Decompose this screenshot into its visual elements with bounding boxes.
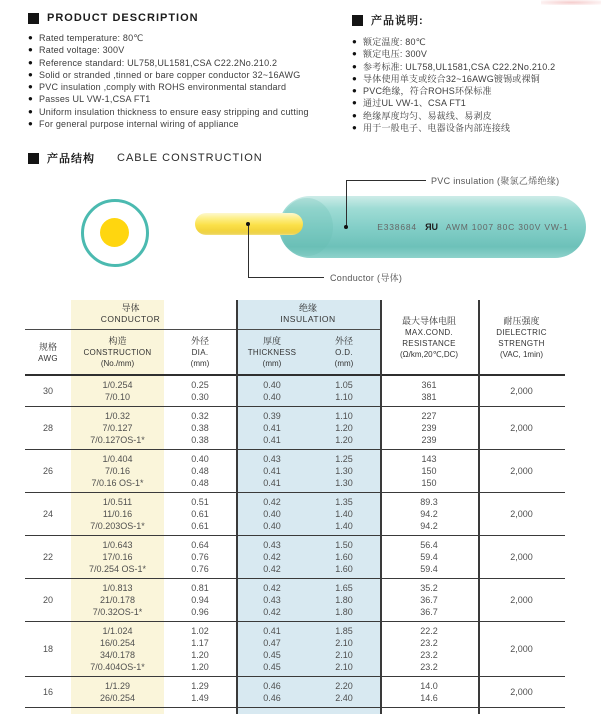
header-line: THICKNESS [247,348,297,357]
resistance-cell [380,453,478,489]
cell-value: 361 [421,380,437,390]
header-line: STRENGTH [498,338,545,348]
cell-value: 1/1.024 [102,626,133,636]
awg-cell: 22 [42,552,53,562]
table-divider-line [380,300,382,714]
thickness-cell [236,582,308,618]
construction-cell [71,410,164,446]
list-item [28,106,328,118]
header-line: 构造 [108,336,127,346]
awg-cell: 26 [42,466,53,476]
cell-value: 0.41 [263,435,281,445]
dielectric-cell: 2,000 [510,386,533,396]
header-line: CONSTRUCTION [83,348,152,357]
awg-cell: 16 [42,687,53,697]
list-item-text: 额定电压: 300V [363,49,428,60]
construction-cell [71,680,164,704]
list-item [352,48,602,60]
header-line: (mm) [190,359,210,368]
cell-value: 0.38 [191,423,209,433]
resistance-cell [380,496,478,532]
cell-value: 239 [421,423,437,433]
list-item [28,81,328,93]
cell-value: 1.20 [335,423,353,433]
section-marker-icon [28,13,39,24]
construction-cell [71,379,164,403]
cell-value: 0.41 [263,626,281,636]
bullet-icon: ● [352,98,358,108]
cell-value: 1.25 [335,454,353,464]
bullet-icon: ● [28,106,34,116]
list-item [28,32,328,44]
dia-cell [164,379,236,403]
table-row-group [25,622,565,677]
dielectric-cell: 2,000 [510,552,533,562]
cell-value: 1.02 [191,626,209,636]
list-item [352,110,602,122]
insulation-group-header [236,300,380,330]
thickness-cell [236,625,308,673]
bullet-icon: ● [28,33,34,42]
cell-value: 0.64 [191,540,209,550]
list-item [28,93,328,105]
cell-value: 1.40 [335,509,353,519]
awg-cell: 24 [42,509,53,519]
header-line: O.D. [335,348,353,357]
section-title: 产品说明: [371,15,424,27]
resistance-cell [380,680,478,704]
od-cell [308,539,380,575]
cell-value: 56.4 [420,540,438,550]
cell-value: 0.46 [263,693,281,703]
cell-value: 2.20 [335,681,353,691]
table-divider-line [478,300,480,714]
cell-value: 2.10 [335,650,353,660]
resistance-column-header [380,300,478,374]
cable-cert-number: E338684 [377,222,417,232]
list-item-text: Rated temperature: 80℃ [39,33,144,43]
header-line: (mm) [262,359,282,368]
cell-value: 0.51 [191,497,209,507]
cell-value: 7/0.203OS-1* [90,521,145,531]
list-item-text: 导体使用单支或绞合32~16AWG镀锡或裸铜 [363,73,540,84]
od-cell [308,379,380,403]
resistance-cell [380,379,478,403]
list-item-text: Rated voltage: 300V [39,45,125,56]
awg-cell: 30 [42,386,53,396]
spec-table-header [25,300,565,376]
bullet-icon: ● [28,82,34,92]
list-item-text: 绝缘厚度均匀、易裁线、易剥皮 [363,110,492,121]
od-cell [308,625,380,673]
cell-value: 1.30 [335,466,353,476]
construction-column-header [71,330,164,374]
dielectric-column-header [478,300,565,374]
bullet-icon: ● [352,37,358,46]
product-description-list-zh [352,36,602,134]
group-title-en: INSULATION [280,314,336,324]
cell-value: 59.4 [420,552,438,562]
cell-value: 1.30 [335,478,353,488]
thickness-cell [236,680,308,704]
cell-value: 1.60 [335,552,353,562]
header-line: (mm) [334,359,354,368]
cell-value: 150 [421,466,437,476]
conductor-label: Conductor (导体) [330,273,403,283]
dia-cell [164,625,236,673]
list-item [28,69,328,81]
list-item-text: 额定温度: 80℃ [363,37,426,47]
list-item [28,118,328,130]
section-marker-icon [352,15,363,26]
header-line: (No./mm) [100,359,135,368]
product-description-list-en [28,32,328,130]
dielectric-cell: 2,000 [510,595,533,605]
cell-value: 0.30 [191,392,209,402]
cell-value: 1.20 [191,650,209,660]
cell-value: 1.80 [335,607,353,617]
list-item [352,97,602,109]
cell-value: 1.65 [335,583,353,593]
resistance-cell [380,539,478,575]
list-item-text: Reference standard: UL758,UL1581,CSA C22.2No.210.2 [39,57,278,68]
list-item-text: 参考标准: UL758,UL1581,CSA C22.2No.210.2 [363,61,556,72]
bullet-icon: ● [352,73,358,83]
bullet-icon: ● [28,119,34,129]
cell-value: 0.94 [191,595,209,605]
cable-cross-section-conductor [100,218,129,247]
thickness-cell [236,496,308,532]
bullet-icon: ● [28,69,34,79]
list-item-text: 用于一般电子、电器设备内部连接线 [363,123,511,134]
cell-value: 7/0.127OS-1* [90,435,145,445]
construction-cell [71,453,164,489]
table-row-group [25,376,565,407]
group-title-en: CONDUCTOR [100,314,161,324]
construction-cell [71,539,164,575]
cell-value: 1.10 [335,411,353,421]
leader-line-conductor-horizontal [248,277,324,278]
cell-value: 1.49 [191,693,209,703]
cell-value: 0.76 [191,564,209,574]
dia-cell [164,496,236,532]
cell-value: 1.40 [335,521,353,531]
dielectric-cell: 2,000 [510,687,533,697]
product-description-heading-zh [352,12,602,28]
cell-value: 7/0.16 OS-1* [91,478,144,488]
cell-value: 23.2 [420,638,438,648]
list-item [352,36,602,48]
bullet-icon: ● [352,49,358,59]
cable-construction-heading [28,150,263,166]
cell-value: 7/0.127 [102,423,133,433]
awg-cell: 18 [42,644,53,654]
construction-cell [71,496,164,532]
header-line: MAX.COND. [404,327,454,337]
cell-value: 1.85 [335,626,353,636]
cell-value: 1.10 [335,392,353,402]
cell-value: 0.41 [263,478,281,488]
cell-value: 11/0.16 [102,509,133,519]
cell-value: 0.43 [263,454,281,464]
awg-cell: 28 [42,423,53,433]
cell-value: 1/0.813 [102,583,133,593]
cell-value: 2.10 [335,638,353,648]
cell-value: 0.45 [263,662,281,672]
group-title-zh: 导体 [121,303,140,313]
cell-value: 0.61 [191,509,209,519]
cell-value: 1/0.643 [102,540,133,550]
dia-cell [164,410,236,446]
cell-value: 23.2 [420,650,438,660]
header-line: DIA. [191,348,209,357]
cell-value: 0.42 [263,607,281,617]
cell-value: 7/0.32OS-1* [92,607,143,617]
table-row-group [25,536,565,579]
dielectric-cell: 2,000 [510,509,533,519]
dia-cell [164,582,236,618]
page-corner-logo-fragment [541,0,601,5]
cell-value: 0.42 [263,583,281,593]
conductor-subheaders [25,330,236,374]
cell-value: 239 [421,435,437,445]
cell-value: 34/0.178 [99,650,136,660]
cell-value: 0.39 [263,411,281,421]
conductor-group-header [25,300,236,330]
cell-value: 21/0.178 [99,595,136,605]
cell-value: 1.17 [191,638,209,648]
leader-line-pvc-horizontal [346,180,426,181]
header-line: 规格 [38,341,57,352]
cell-value: 0.25 [191,380,209,390]
cell-value: 143 [421,454,437,464]
spec-table-body [25,376,565,708]
cell-value: 2.40 [335,693,353,703]
table-row-group [25,579,565,622]
cell-value: 0.40 [191,454,209,464]
header-line: RESISTANCE [402,338,456,348]
cell-value: 0.41 [263,423,281,433]
cable-print-text [360,222,586,232]
cell-value: 1.20 [335,435,353,445]
list-item [28,44,328,56]
od-cell [308,680,380,704]
spec-table [25,300,565,714]
cell-value: 0.76 [191,552,209,562]
header-line: (Ω/km,20℃,DC) [399,349,459,359]
cell-value: 59.4 [420,564,438,574]
table-row-group [25,677,565,708]
cell-value: 36.7 [420,607,438,617]
cell-value: 1.35 [335,497,353,507]
list-item-text: PVC insulation ,comply with ROHS environmental standard [39,82,287,93]
cell-value: 7/0.254 OS-1* [88,564,147,574]
construction-cell [71,625,164,673]
cell-value: 1.50 [335,540,353,550]
header-line: 外径 [190,336,209,346]
cell-value: 0.96 [191,607,209,617]
od-cell [308,496,380,532]
cell-value: 1/1.29 [104,681,131,691]
cell-value: 0.42 [263,552,281,562]
od-cell [308,410,380,446]
dielectric-cell: 2,000 [510,644,533,654]
cell-value: 36.7 [420,595,438,605]
dia-cell [164,453,236,489]
cable-spec-text: AWM 1007 80C 300V VW-1 [445,222,569,232]
list-item [352,122,602,134]
cell-value: 1/0.32 [104,411,131,421]
bullet-icon: ● [352,61,358,71]
construction-cell [71,582,164,618]
cell-value: 14.6 [420,693,438,703]
cell-value: 0.32 [191,411,209,421]
bullet-icon: ● [28,94,34,104]
cell-value: 0.40 [263,521,281,531]
thickness-cell [236,410,308,446]
cell-value: 0.45 [263,650,281,660]
cell-value: 0.42 [263,564,281,574]
cell-value: 16/0.254 [99,638,136,648]
cell-value: 1.20 [191,662,209,672]
list-item-text: Uniform insulation thickness to ensure easy stripping and cutting [39,106,309,117]
cell-value: 35.2 [420,583,438,593]
list-item [352,61,602,73]
bullet-icon: ● [352,110,358,120]
section-title-zh: 产品结构 [47,153,95,165]
od-column-header [308,330,380,374]
leader-dot-pvc [344,225,348,229]
cell-value: 1.05 [335,380,353,390]
header-line: 耐压强度 [503,315,540,326]
cell-value: 0.38 [191,435,209,445]
cell-value: 22.2 [420,626,438,636]
leader-dot-conductor [246,222,250,226]
table-row-group [25,493,565,536]
cell-value: 0.42 [263,497,281,507]
list-item-text: 通过UL VW-1、CSA FT1 [363,98,466,109]
cell-value: 1/0.511 [102,497,133,507]
leader-line-conductor-vertical [248,224,249,277]
header-line: (VAC, 1min) [500,349,543,359]
cell-value: 0.48 [191,466,209,476]
resistance-cell [380,625,478,673]
list-item [28,57,328,69]
list-item-text: Solid or stranded ,tinned or bare copper conductor 32~16AWG [39,69,301,80]
dia-column-header [164,330,236,374]
section-title: PRODUCT DESCRIPTION [47,12,199,24]
table-divider-line [236,300,238,714]
bullet-icon: ● [28,45,34,55]
cell-value: 17/0.16 [102,552,133,562]
ul-recognized-mark-icon: ЯU [425,222,439,232]
cell-value: 0.46 [263,681,281,691]
cell-value: 0.41 [263,466,281,476]
cell-value: 7/0.16 [104,466,131,476]
cell-value: 7/0.404OS-1* [90,662,145,672]
cell-value: 0.81 [191,583,209,593]
header-line: 外径 [334,336,353,346]
header-line: DIELECTRIC [496,327,547,337]
product-description-section-zh [352,12,602,134]
dielectric-cell: 2,000 [510,466,533,476]
cell-value: 227 [421,411,437,421]
list-item-text: For general purpose internal wiring of appliance [39,119,239,130]
list-item-text: Passes UL VW-1,CSA FT1 [39,94,151,105]
cell-value: 1/0.254 [102,380,133,390]
cell-value: 26/0.254 [99,693,136,703]
cell-value: 14.0 [420,681,438,691]
resistance-cell [380,582,478,618]
awg-cell: 20 [42,595,53,605]
bullet-icon: ● [352,123,358,133]
cell-value: 7/0.10 [104,392,131,402]
cell-value: 0.40 [263,380,281,390]
cell-value: 0.61 [191,521,209,531]
cell-value: 1.29 [191,681,209,691]
list-item [352,73,602,85]
thickness-cell [236,379,308,403]
cell-value: 94.2 [420,509,438,519]
product-description-heading [28,12,328,24]
cell-value: 0.48 [191,478,209,488]
dielectric-cell: 2,000 [510,423,533,433]
header-line: 最大导体电阻 [401,315,456,326]
dia-cell [164,680,236,704]
cell-value: 0.43 [263,595,281,605]
cell-value: 0.47 [263,638,281,648]
section-marker-icon [28,153,39,164]
insulation-subheaders [236,330,380,374]
pvc-insulation-label: PVC insulation (聚氯乙烯绝缘) [431,176,560,186]
dia-cell [164,539,236,575]
list-item-text: PVC绝缘，符合ROHS环保标准 [363,86,492,97]
cell-value: 1.60 [335,564,353,574]
thickness-cell [236,453,308,489]
cell-value: 89.3 [420,497,438,507]
cell-value: 0.43 [263,540,281,550]
cell-value: 0.40 [263,392,281,402]
cell-value: 94.2 [420,521,438,531]
awg-column-header [25,330,71,374]
cell-value: 150 [421,478,437,488]
cell-value: 1.80 [335,595,353,605]
bullet-icon: ● [28,57,34,67]
group-title-zh: 绝缘 [298,303,317,313]
section-title-en: CABLE CONSTRUCTION [117,152,263,164]
cell-value: 0.40 [263,509,281,519]
resistance-cell [380,410,478,446]
cell-value: 23.2 [420,662,438,672]
od-cell [308,453,380,489]
product-description-section [28,12,328,130]
od-cell [308,582,380,618]
table-row-group [25,407,565,450]
thickness-cell [236,539,308,575]
thickness-column-header [236,330,308,374]
cell-value: 1/0.404 [102,454,133,464]
cell-value: 2.10 [335,662,353,672]
header-line: 厚度 [262,336,281,346]
leader-line-pvc-vertical [346,180,347,227]
table-row-group [25,450,565,493]
bullet-icon: ● [352,86,358,96]
list-item [352,85,602,97]
header-line: AWG [38,353,58,363]
cell-value: 381 [421,392,437,402]
